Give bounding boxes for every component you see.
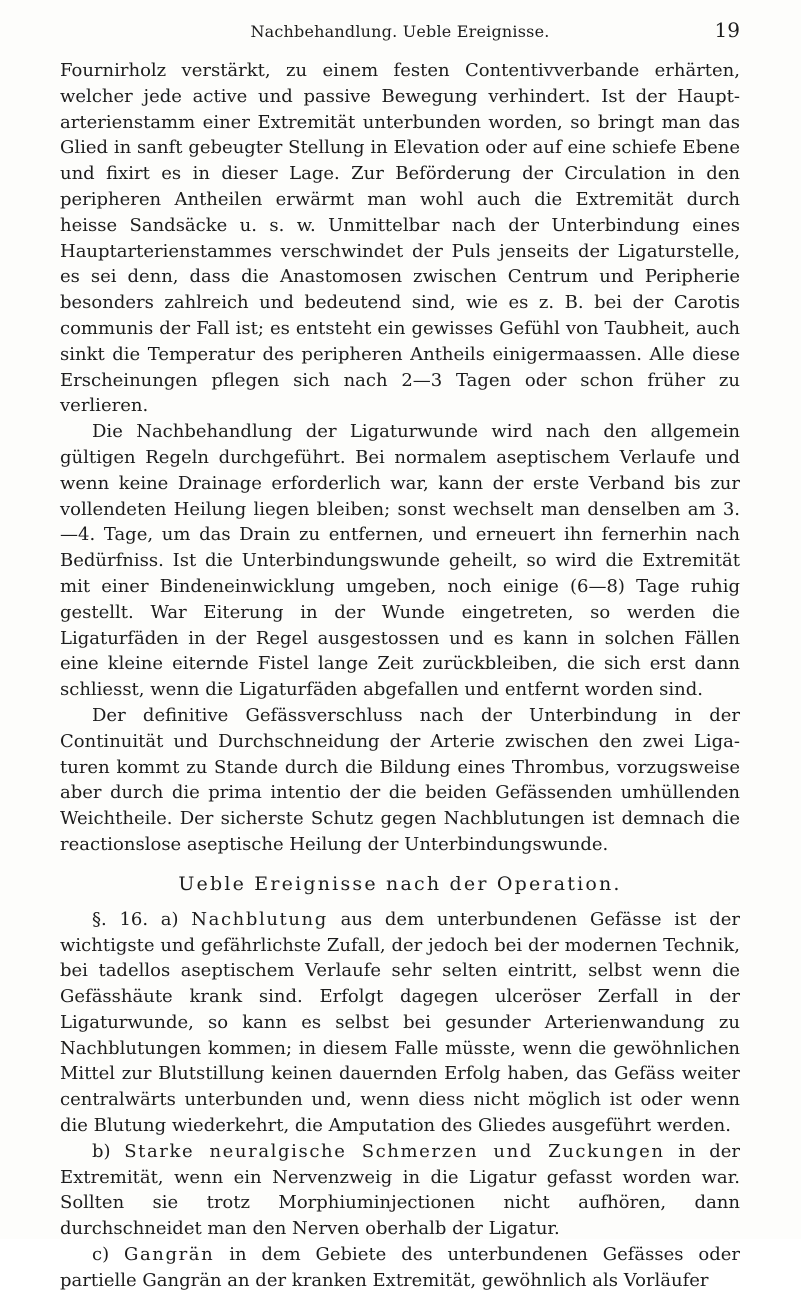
paragraph-a-text: aus dem unterbundenen Gefässe ist der wichtigste und gefährlichste Zufall, der jedoch bei der modernen Technik, bei tadellos aseptischem Verlaufe sehr selten eintritt, selbst wenn die Gefässhäute krank sind. Erfolgt dagegen ulceröser Zerfall in der Ligaturwunde, so kann es selbst bei gesunder Arterienwandung zu Nachblutungen kommen; in diesem Falle müsste, wenn die gewöhnlichen Mittel zur Blutstillung keinen dauernden Erfolg haben, das Gefäss weiter centralwärts unterbunden und, wenn diess nicht möglich ist oder wenn die Blutung wiederkehrt, die Amputation des Gliedes ausgeführt werden.: [60, 908, 740, 1137]
running-title: Nachbehandlung. Ueble Ereignisse.: [250, 22, 550, 41]
paragraph-c-text: in dem Gebiete des unterbundenen Gefässes oder partielle Gangrän an der kranken Extremität, gewöhnlich als Vorläufer: [60, 1244, 740, 1291]
paragraph-c-term: Gangrän: [123, 1244, 215, 1266]
page-number: 19: [714, 18, 740, 42]
paragraph-b: [60, 1139, 740, 1242]
paragraph-c: [60, 1242, 740, 1294]
paragraph-a: [60, 907, 740, 1139]
paragraph-1: Fournirholz verstärkt, zu einem festen Contentivverbande erhärten, welcher jede active und passive Bewegung verhindert. Ist der Hauptarterienstamm einer Extremität unterbunden worden, so bringt man das Glied in sanft gebeugter Stellung in Elevation oder auf eine schiefe Ebene und fixirt es in dieser Lage. Zur Beförderung der Circulation in den peripheren Antheilen erwärmt man wohl auch die Extremität durch heisse Sandsäcke u. s. w. Unmittelbar nach der Unterbindung eines Hauptarterienstammes verschwindet der Puls jenseits der Ligaturstelle, es sei denn, dass die Anastomosen zwischen Centrum und Peripherie besonders zahlreich und bedeutend sind, wie es z. B. bei der Carotis communis der Fall ist; es entsteht ein gewisses Gefühl von Taubheit, auch sinkt die Temperatur des peripheren Antheils einigermaassen. Alle diese Erscheinungen pflegen sich nach 2—3 Tagen oder schon früher zu verlieren.: [60, 60, 740, 417]
paragraph-c-label: c): [92, 1244, 110, 1266]
section-heading: Ueble Ereignisse nach der Operation.: [178, 872, 622, 895]
paragraph-3: Der definitive Gefässverschluss nach der Unterbindung in der Continuität und Durchschneidung der Arterie zwischen den zwei Ligaturen kommt zu Stande durch die Bildung eines Thrombus, vorzugsweise aber durch die prima intentio der die beiden Gefässenden umhüllenden Weichtheile. Der sicherste Schutz gegen Nachblutungen ist demnach die reactionslose aseptische Heilung der Unterbindungswunde.: [60, 704, 740, 855]
running-head: [60, 12, 740, 50]
paragraph-b-label: b): [92, 1140, 111, 1162]
paragraph-b-text: in der Extremität, wenn ein Nervenzweig in die Ligatur gefasst worden war. Sollten sie trotz Morphiuminjectionen nicht aufhören, dann durchschneidet man den Nerven oberhalb der Ligatur.: [60, 1140, 740, 1240]
paragraph-b-term: Starke neuralgische Schmerzen und Zuckungen: [124, 1140, 665, 1162]
paragraph-a-label: §. 16. a): [92, 908, 179, 930]
body-text: [60, 58, 740, 1294]
paragraph-a-term: Nachblutung: [191, 908, 328, 930]
paragraph-2: Die Nachbehandlung der Ligaturwunde wird nach den allgemein gültigen Regeln durchgeführt. Bei normalem aseptischem Verlaufe und wenn keine Drainage erforderlich war, kann der erste Verband bis zur vollendeten Heilung liegen bleiben; sonst wechselt man denselben am 3.—4. Tage, um das Drain zu entfernen, und erneuert ihn fernerhin nach Bedürfniss. Ist die Unterbindungswunde geheilt, so wird die Extremität mit einer Bindeneinwicklung umgeben, noch einige (6—8) Tage ruhig gestellt. War Eiterung in der Wunde eingetreten, so werden die Ligaturfäden in der Regel ausgestossen und es kann in solchen Fällen eine kleine eiternde Fistel lange Zeit zurückbleiben, die sich erst dann schliesst, wenn die Ligaturfäden abgefallen und entfernt worden sind.: [60, 421, 740, 701]
